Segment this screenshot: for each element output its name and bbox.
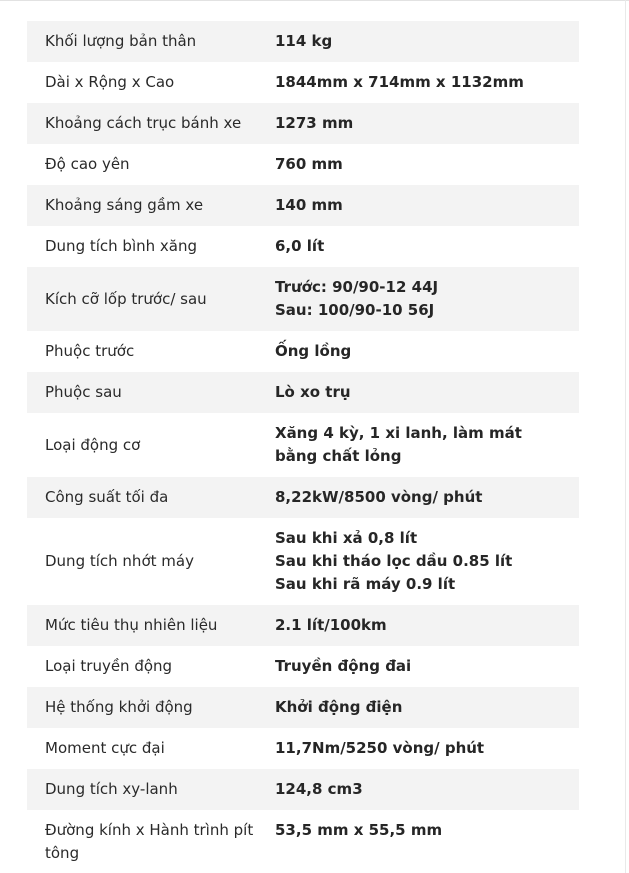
spec-label: Kích cỡ lốp trước/ sau	[27, 267, 275, 331]
spec-label: Công suất tối đa	[27, 477, 275, 518]
spec-row-rear-suspension	[27, 372, 579, 413]
spec-row-dimensions	[27, 62, 579, 103]
spec-value-line: 6,0 lít	[275, 237, 325, 255]
spec-label: Mức tiêu thụ nhiên liệu	[27, 605, 275, 646]
spec-value	[275, 687, 579, 728]
spec-value	[275, 728, 579, 769]
spec-value	[275, 331, 579, 372]
spec-value-line: Sau: 100/90-10 56J	[275, 301, 435, 319]
spec-value-line: 1844mm x 714mm x 1132mm	[275, 73, 524, 91]
spec-row-fuel-tank	[27, 226, 579, 267]
spec-label: Phuộc trước	[27, 331, 275, 372]
spec-row-transmission	[27, 646, 579, 687]
spec-value-line: 8,22kW/8500 vòng/ phút	[275, 488, 483, 506]
spec-value-line: Trước: 90/90-12 44J	[275, 278, 439, 296]
spec-label: Phuộc sau	[27, 372, 275, 413]
spec-label: Khoảng cách trục bánh xe	[27, 103, 275, 144]
spec-row-wheelbase	[27, 103, 579, 144]
spec-value-line: Sau khi xả 0,8 lít	[275, 529, 418, 547]
spec-row-curb-weight	[27, 21, 579, 62]
spec-value-line: 1273 mm	[275, 114, 354, 132]
spec-label: Moment cực đại	[27, 728, 275, 769]
spec-value-line: Truyền động đai	[275, 657, 412, 675]
spec-value-line: Ống lồng	[275, 342, 352, 360]
spec-value-line: 760 mm	[275, 155, 343, 173]
spec-row-fuel-consumption	[27, 605, 579, 646]
spec-value	[275, 226, 579, 267]
spec-label: Khối lượng bản thân	[27, 21, 275, 62]
spec-label: Đường kính x Hành trình pít tông	[27, 810, 275, 873]
spec-value-line: Sau khi rã máy 0.9 lít	[275, 575, 456, 593]
spec-row-max-power	[27, 477, 579, 518]
spec-row-ground-clearance	[27, 185, 579, 226]
spec-row-bore-stroke	[27, 810, 579, 873]
spec-label: Dung tích bình xăng	[27, 226, 275, 267]
spec-value-line: 140 mm	[275, 196, 343, 214]
spec-label: Hệ thống khởi động	[27, 687, 275, 728]
spec-value	[275, 267, 579, 331]
spec-label: Độ cao yên	[27, 144, 275, 185]
spec-value	[275, 810, 579, 873]
spec-row-displacement	[27, 769, 579, 810]
spec-label: Dung tích nhớt máy	[27, 518, 275, 605]
right-divider	[625, 0, 626, 873]
spec-label: Khoảng sáng gầm xe	[27, 185, 275, 226]
spec-label: Loại truyền động	[27, 646, 275, 687]
spec-value-line: Khởi động điện	[275, 698, 403, 716]
spec-label: Dung tích xy-lanh	[27, 769, 275, 810]
spec-value	[275, 477, 579, 518]
top-divider	[0, 0, 629, 1]
spec-value	[275, 21, 579, 62]
spec-row-max-torque	[27, 728, 579, 769]
spec-value	[275, 185, 579, 226]
spec-value-line: 11,7Nm/5250 vòng/ phút	[275, 739, 485, 757]
spec-value	[275, 372, 579, 413]
spec-value	[275, 769, 579, 810]
spec-value-line: 2.1 lít/100km	[275, 616, 387, 634]
spec-value-line: Sau khi tháo lọc dầu 0.85 lít	[275, 552, 513, 570]
spec-row-oil-capacity	[27, 518, 579, 605]
spec-row-tire-size	[27, 267, 579, 331]
spec-value-line: Xăng 4 kỳ, 1 xi lanh, làm mát bằng chất lỏng	[275, 424, 522, 465]
specifications-table	[27, 21, 579, 873]
spec-value	[275, 413, 579, 477]
spec-value	[275, 605, 579, 646]
spec-row-engine-type	[27, 413, 579, 477]
spec-value	[275, 144, 579, 185]
spec-value-line: 53,5 mm x 55,5 mm	[275, 821, 443, 839]
spec-value	[275, 646, 579, 687]
spec-value	[275, 518, 579, 605]
spec-value	[275, 103, 579, 144]
spec-value	[275, 62, 579, 103]
spec-row-seat-height	[27, 144, 579, 185]
spec-value-line: 114 kg	[275, 32, 333, 50]
spec-label: Loại động cơ	[27, 413, 275, 477]
spec-label: Dài x Rộng x Cao	[27, 62, 275, 103]
spec-value-line: Lò xo trụ	[275, 383, 351, 401]
spec-row-starter	[27, 687, 579, 728]
spec-row-front-suspension	[27, 331, 579, 372]
spec-value-line: 124,8 cm3	[275, 780, 363, 798]
